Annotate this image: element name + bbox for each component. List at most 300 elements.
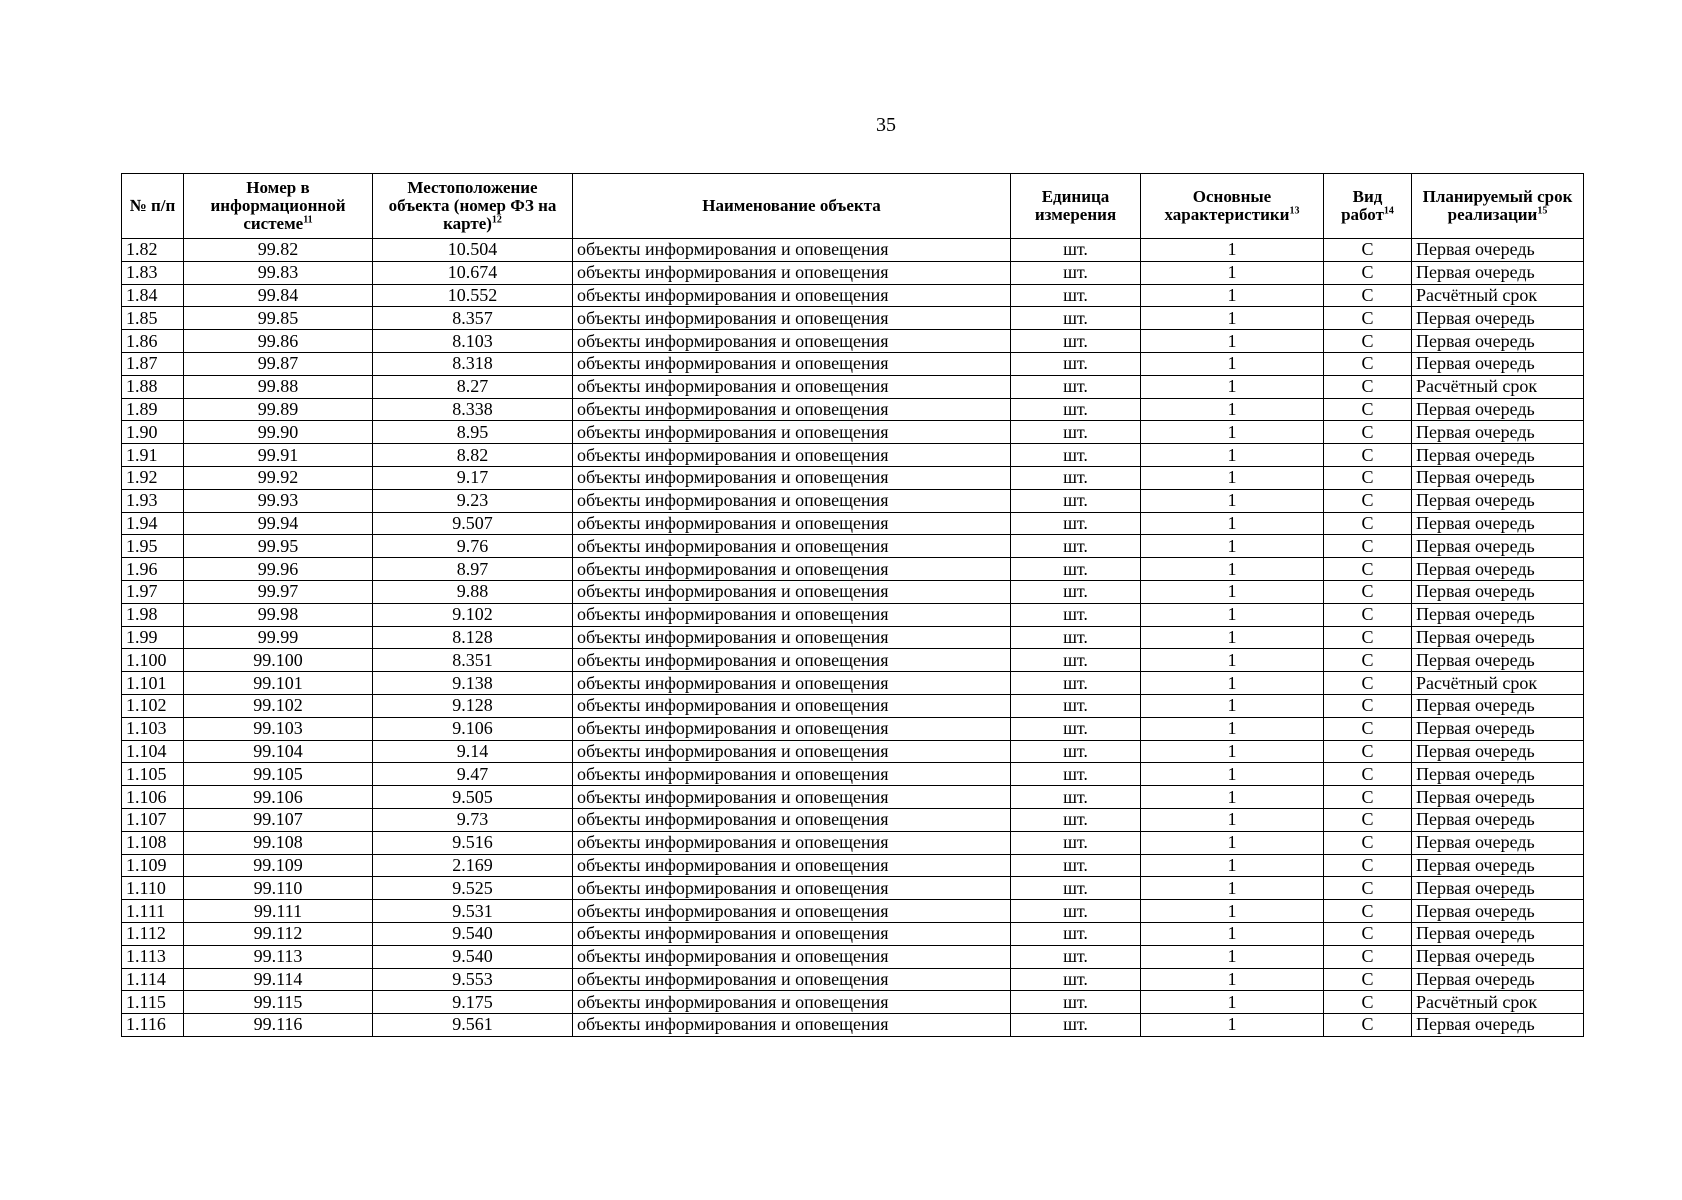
cell-row-num: 1.89 [122,398,184,421]
cell-unit: шт. [1011,1014,1141,1037]
cell-row-num: 1.86 [122,330,184,353]
cell-location: 8.318 [373,352,573,375]
cell-location: 9.47 [373,763,573,786]
cell-row-num: 1.114 [122,968,184,991]
cell-work-type: С [1324,991,1412,1014]
cell-unit: шт. [1011,375,1141,398]
cell-object-name: объекты информирования и оповещения [573,763,1011,786]
cell-reg-number: 99.104 [184,740,373,763]
cell-characteristics: 1 [1141,900,1324,923]
cell-row-num: 1.106 [122,786,184,809]
cell-reg-number: 99.107 [184,808,373,831]
table-row [122,672,1584,695]
cell-location: 8.338 [373,398,573,421]
cell-row-num: 1.99 [122,626,184,649]
cell-characteristics: 1 [1141,512,1324,535]
cell-characteristics: 1 [1141,284,1324,307]
table-row [122,489,1584,512]
cell-location: 9.88 [373,580,573,603]
cell-row-num: 1.98 [122,603,184,626]
cell-reg-number: 99.90 [184,421,373,444]
cell-row-num: 1.95 [122,535,184,558]
cell-work-type: С [1324,945,1412,968]
cell-reg-number: 99.115 [184,991,373,1014]
cell-unit: шт. [1011,877,1141,900]
table-row [122,717,1584,740]
table-row [122,740,1584,763]
cell-reg-number: 99.89 [184,398,373,421]
table-row [122,808,1584,831]
cell-characteristics: 1 [1141,558,1324,581]
cell-reg-number: 99.108 [184,831,373,854]
table-row [122,603,1584,626]
cell-work-type: С [1324,284,1412,307]
cell-object-name: объекты информирования и оповещения [573,512,1011,535]
cell-object-name: объекты информирования и оповещения [573,808,1011,831]
cell-reg-number: 99.99 [184,626,373,649]
cell-work-type: С [1324,603,1412,626]
table-row [122,239,1584,262]
cell-row-num: 1.93 [122,489,184,512]
cell-location: 9.525 [373,877,573,900]
cell-characteristics: 1 [1141,307,1324,330]
cell-work-type: С [1324,307,1412,330]
cell-object-name: объекты информирования и оповещения [573,444,1011,467]
cell-row-num: 1.100 [122,649,184,672]
cell-characteristics: 1 [1141,649,1324,672]
cell-location: 9.516 [373,831,573,854]
cell-object-name: объекты информирования и оповещения [573,877,1011,900]
cell-work-type: С [1324,808,1412,831]
cell-reg-number: 99.101 [184,672,373,695]
cell-location: 10.674 [373,261,573,284]
cell-unit: шт. [1011,763,1141,786]
cell-object-name: объекты информирования и оповещения [573,535,1011,558]
cell-row-num: 1.116 [122,1014,184,1037]
cell-object-name: объекты информирования и оповещения [573,900,1011,923]
cell-work-type: С [1324,444,1412,467]
cell-term: Первая очередь [1412,580,1584,603]
cell-row-num: 1.110 [122,877,184,900]
table-row [122,466,1584,489]
cell-characteristics: 1 [1141,375,1324,398]
cell-work-type: С [1324,786,1412,809]
cell-unit: шт. [1011,740,1141,763]
cell-row-num: 1.97 [122,580,184,603]
cell-row-num: 1.85 [122,307,184,330]
cell-characteristics: 1 [1141,580,1324,603]
cell-location: 9.76 [373,535,573,558]
cell-term: Первая очередь [1412,1014,1584,1037]
cell-term: Первая очередь [1412,649,1584,672]
cell-work-type: С [1324,375,1412,398]
cell-term: Первая очередь [1412,489,1584,512]
cell-location: 8.95 [373,421,573,444]
cell-object-name: объекты информирования и оповещения [573,558,1011,581]
cell-characteristics: 1 [1141,808,1324,831]
cell-row-num: 1.104 [122,740,184,763]
cell-work-type: С [1324,831,1412,854]
cell-unit: шт. [1011,945,1141,968]
cell-row-num: 1.108 [122,831,184,854]
cell-term: Первая очередь [1412,626,1584,649]
cell-reg-number: 99.111 [184,900,373,923]
cell-row-num: 1.102 [122,694,184,717]
cell-characteristics: 1 [1141,626,1324,649]
cell-location: 9.540 [373,922,573,945]
cell-unit: шт. [1011,626,1141,649]
table-header-row [122,174,1584,239]
cell-work-type: С [1324,580,1412,603]
cell-reg-number: 99.103 [184,717,373,740]
objects-table [121,173,1584,1037]
cell-term: Первая очередь [1412,512,1584,535]
cell-object-name: объекты информирования и оповещения [573,466,1011,489]
cell-location: 9.138 [373,672,573,695]
cell-characteristics: 1 [1141,945,1324,968]
cell-reg-number: 99.82 [184,239,373,262]
cell-location: 8.357 [373,307,573,330]
cell-characteristics: 1 [1141,854,1324,877]
cell-unit: шт. [1011,239,1141,262]
cell-object-name: объекты информирования и оповещения [573,580,1011,603]
cell-location: 10.504 [373,239,573,262]
cell-characteristics: 1 [1141,831,1324,854]
cell-work-type: С [1324,512,1412,535]
cell-term: Первая очередь [1412,740,1584,763]
cell-reg-number: 99.85 [184,307,373,330]
cell-work-type: С [1324,239,1412,262]
header-num: № п/п [122,174,184,239]
cell-unit: шт. [1011,854,1141,877]
cell-unit: шт. [1011,580,1141,603]
cell-object-name: объекты информирования и оповещения [573,854,1011,877]
cell-characteristics: 1 [1141,672,1324,695]
cell-object-name: объекты информирования и оповещения [573,945,1011,968]
cell-row-num: 1.96 [122,558,184,581]
cell-term: Первая очередь [1412,808,1584,831]
cell-reg-number: 99.110 [184,877,373,900]
cell-characteristics: 1 [1141,991,1324,1014]
cell-term: Первая очередь [1412,558,1584,581]
cell-unit: шт. [1011,489,1141,512]
cell-characteristics: 1 [1141,535,1324,558]
cell-work-type: С [1324,717,1412,740]
cell-unit: шт. [1011,968,1141,991]
cell-term: Первая очередь [1412,535,1584,558]
cell-location: 8.103 [373,330,573,353]
table-row [122,968,1584,991]
table-row [122,877,1584,900]
cell-term: Первая очередь [1412,330,1584,353]
cell-location: 9.17 [373,466,573,489]
cell-location: 9.531 [373,900,573,923]
cell-object-name: объекты информирования и оповещения [573,261,1011,284]
cell-characteristics: 1 [1141,694,1324,717]
cell-object-name: объекты информирования и оповещения [573,626,1011,649]
table-row [122,580,1584,603]
table-row [122,900,1584,923]
cell-characteristics: 1 [1141,398,1324,421]
cell-location: 8.82 [373,444,573,467]
header-location: Местоположение объекта (номер ФЗ на карте)$^{12}$ [373,174,573,239]
table-row [122,854,1584,877]
cell-row-num: 1.90 [122,421,184,444]
cell-object-name: объекты информирования и оповещения [573,786,1011,809]
cell-row-num: 1.113 [122,945,184,968]
cell-characteristics: 1 [1141,421,1324,444]
cell-object-name: объекты информирования и оповещения [573,284,1011,307]
table-row [122,945,1584,968]
table-row [122,535,1584,558]
cell-work-type: С [1324,877,1412,900]
cell-reg-number: 99.116 [184,1014,373,1037]
cell-object-name: объекты информирования и оповещения [573,421,1011,444]
header-characteristics: Основные характеристики$^{13}$ [1141,174,1324,239]
cell-characteristics: 1 [1141,603,1324,626]
table-row [122,307,1584,330]
page-number: 35 [876,114,896,136]
table-row [122,421,1584,444]
cell-reg-number: 99.92 [184,466,373,489]
cell-characteristics: 1 [1141,239,1324,262]
cell-term: Первая очередь [1412,945,1584,968]
table-row [122,831,1584,854]
cell-row-num: 1.88 [122,375,184,398]
cell-term: Первая очередь [1412,900,1584,923]
cell-location: 8.97 [373,558,573,581]
cell-row-num: 1.82 [122,239,184,262]
table-body [122,239,1584,1037]
cell-unit: шт. [1011,991,1141,1014]
cell-location: 8.128 [373,626,573,649]
cell-work-type: С [1324,763,1412,786]
cell-reg-number: 99.106 [184,786,373,809]
header-term: Планируемый срок реализации$^{15}$ [1412,174,1584,239]
cell-term: Первая очередь [1412,466,1584,489]
cell-reg-number: 99.109 [184,854,373,877]
cell-unit: шт. [1011,284,1141,307]
cell-term: Первая очередь [1412,352,1584,375]
cell-reg-number: 99.88 [184,375,373,398]
cell-characteristics: 1 [1141,968,1324,991]
cell-unit: шт. [1011,307,1141,330]
cell-work-type: С [1324,1014,1412,1037]
cell-object-name: объекты информирования и оповещения [573,991,1011,1014]
cell-row-num: 1.83 [122,261,184,284]
cell-term: Первая очередь [1412,261,1584,284]
table-row [122,786,1584,809]
cell-object-name: объекты информирования и оповещения [573,375,1011,398]
cell-reg-number: 99.86 [184,330,373,353]
cell-term: Первая очередь [1412,763,1584,786]
cell-location: 9.540 [373,945,573,968]
cell-unit: шт. [1011,649,1141,672]
cell-reg-number: 99.84 [184,284,373,307]
cell-work-type: С [1324,398,1412,421]
cell-reg-number: 99.91 [184,444,373,467]
cell-term: Первая очередь [1412,831,1584,854]
cell-term: Первая очередь [1412,854,1584,877]
cell-characteristics: 1 [1141,740,1324,763]
cell-unit: шт. [1011,808,1141,831]
cell-object-name: объекты информирования и оповещения [573,694,1011,717]
cell-unit: шт. [1011,900,1141,923]
cell-characteristics: 1 [1141,922,1324,945]
cell-location: 10.552 [373,284,573,307]
cell-term: Первая очередь [1412,398,1584,421]
cell-location: 9.102 [373,603,573,626]
cell-location: 8.351 [373,649,573,672]
cell-characteristics: 1 [1141,444,1324,467]
cell-row-num: 1.91 [122,444,184,467]
cell-row-num: 1.107 [122,808,184,831]
cell-term: Первая очередь [1412,444,1584,467]
cell-row-num: 1.103 [122,717,184,740]
cell-work-type: С [1324,900,1412,923]
table-row [122,1014,1584,1037]
cell-unit: шт. [1011,535,1141,558]
cell-work-type: С [1324,352,1412,375]
cell-term: Первая очередь [1412,694,1584,717]
cell-reg-number: 99.98 [184,603,373,626]
table-row [122,444,1584,467]
cell-work-type: С [1324,421,1412,444]
cell-term: Первая очередь [1412,922,1584,945]
cell-term: Первая очередь [1412,877,1584,900]
cell-location: 9.14 [373,740,573,763]
cell-characteristics: 1 [1141,786,1324,809]
cell-unit: шт. [1011,786,1141,809]
cell-object-name: объекты информирования и оповещения [573,968,1011,991]
cell-unit: шт. [1011,421,1141,444]
cell-location: 9.505 [373,786,573,809]
cell-object-name: объекты информирования и оповещения [573,831,1011,854]
cell-object-name: объекты информирования и оповещения [573,398,1011,421]
cell-row-num: 1.115 [122,991,184,1014]
cell-row-num: 1.94 [122,512,184,535]
cell-work-type: С [1324,466,1412,489]
header-object-name: Наименование объекта [573,174,1011,239]
cell-row-num: 1.87 [122,352,184,375]
cell-term: Первая очередь [1412,307,1584,330]
cell-work-type: С [1324,854,1412,877]
cell-location: 9.507 [373,512,573,535]
cell-work-type: С [1324,489,1412,512]
cell-work-type: С [1324,694,1412,717]
cell-unit: шт. [1011,603,1141,626]
cell-reg-number: 99.97 [184,580,373,603]
cell-row-num: 1.105 [122,763,184,786]
cell-characteristics: 1 [1141,1014,1324,1037]
cell-term: Первая очередь [1412,421,1584,444]
cell-reg-number: 99.114 [184,968,373,991]
table-row [122,352,1584,375]
cell-work-type: С [1324,261,1412,284]
cell-row-num: 1.112 [122,922,184,945]
table-row [122,763,1584,786]
cell-term: Первая очередь [1412,786,1584,809]
cell-work-type: С [1324,535,1412,558]
cell-object-name: объекты информирования и оповещения [573,239,1011,262]
cell-object-name: объекты информирования и оповещения [573,922,1011,945]
cell-unit: шт. [1011,444,1141,467]
table-row [122,694,1584,717]
cell-unit: шт. [1011,330,1141,353]
cell-term: Первая очередь [1412,717,1584,740]
cell-reg-number: 99.112 [184,922,373,945]
table-row [122,330,1584,353]
cell-location: 9.553 [373,968,573,991]
table-row [122,649,1584,672]
cell-object-name: объекты информирования и оповещения [573,649,1011,672]
cell-characteristics: 1 [1141,352,1324,375]
cell-characteristics: 1 [1141,261,1324,284]
cell-work-type: С [1324,330,1412,353]
cell-unit: шт. [1011,558,1141,581]
cell-term: Расчётный срок [1412,672,1584,695]
table-row [122,284,1584,307]
cell-row-num: 1.111 [122,900,184,923]
cell-unit: шт. [1011,466,1141,489]
cell-unit: шт. [1011,261,1141,284]
cell-unit: шт. [1011,352,1141,375]
cell-characteristics: 1 [1141,330,1324,353]
cell-location: 8.27 [373,375,573,398]
cell-location: 9.73 [373,808,573,831]
cell-characteristics: 1 [1141,763,1324,786]
cell-object-name: объекты информирования и оповещения [573,352,1011,375]
cell-characteristics: 1 [1141,489,1324,512]
cell-object-name: объекты информирования и оповещения [573,672,1011,695]
cell-reg-number: 99.96 [184,558,373,581]
cell-row-num: 1.92 [122,466,184,489]
cell-unit: шт. [1011,717,1141,740]
cell-term: Расчётный срок [1412,284,1584,307]
cell-work-type: С [1324,558,1412,581]
cell-term: Первая очередь [1412,239,1584,262]
cell-unit: шт. [1011,831,1141,854]
cell-reg-number: 99.94 [184,512,373,535]
table-row [122,398,1584,421]
cell-reg-number: 99.95 [184,535,373,558]
cell-reg-number: 99.113 [184,945,373,968]
cell-row-num: 1.109 [122,854,184,877]
cell-row-num: 1.101 [122,672,184,695]
cell-unit: шт. [1011,922,1141,945]
cell-reg-number: 99.102 [184,694,373,717]
cell-reg-number: 99.93 [184,489,373,512]
cell-reg-number: 99.83 [184,261,373,284]
cell-reg-number: 99.105 [184,763,373,786]
cell-work-type: С [1324,626,1412,649]
cell-location: 2.169 [373,854,573,877]
cell-object-name: объекты информирования и оповещения [573,307,1011,330]
cell-characteristics: 1 [1141,466,1324,489]
cell-location: 9.175 [373,991,573,1014]
cell-reg-number: 99.100 [184,649,373,672]
cell-characteristics: 1 [1141,717,1324,740]
cell-location: 9.23 [373,489,573,512]
cell-object-name: объекты информирования и оповещения [573,717,1011,740]
cell-object-name: объекты информирования и оповещения [573,489,1011,512]
cell-work-type: С [1324,922,1412,945]
header-unit: Единица измерения [1011,174,1141,239]
header-reg-number: Номер в информационной системе$^{11}$ [184,174,373,239]
cell-term: Первая очередь [1412,968,1584,991]
header-work-type: Вид работ$^{14}$ [1324,174,1412,239]
cell-row-num: 1.84 [122,284,184,307]
